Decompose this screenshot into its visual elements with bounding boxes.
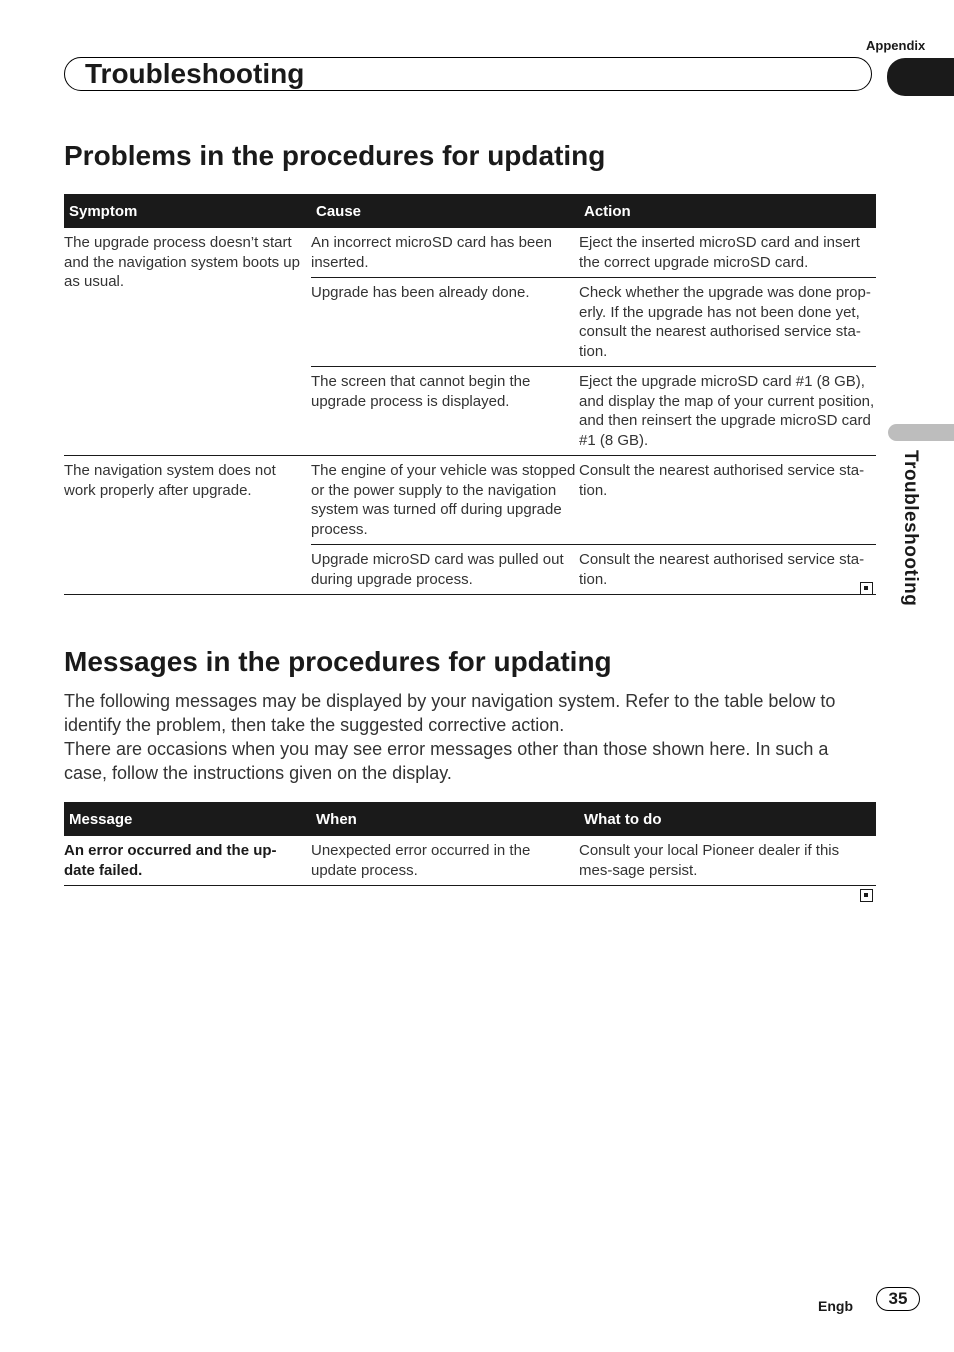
page-number: 35 [876,1287,920,1311]
column-header-message: Message [64,802,311,836]
messages-intro [64,689,864,785]
column-header-when: When [311,802,579,836]
action-cell: Consult the nearest authorised service sta-tion. [579,545,876,595]
action-cell: Eject the inserted microSD card and insert the correct upgrade microSD card. [579,228,876,278]
column-header-cause: Cause [311,194,579,228]
symptom-cell: The navigation system does not work properly after upgrade. [64,456,311,595]
table-row [64,228,876,278]
table-header-row [64,802,876,836]
section-title: Troubleshooting [85,58,305,89]
table-row [64,456,876,545]
side-section-label: Troubleshooting [900,450,921,607]
table-header-row [64,194,876,228]
intro-paragraph: There are occasions when you may see error messages other than those shown here. In such a case, follow the instructions given on the display. [64,739,829,783]
cause-cell: Upgrade microSD card was pulled out during upgrade process. [311,545,579,595]
side-tab-marker [888,424,954,441]
cause-cell: The screen that cannot begin the upgrade process is displayed. [311,367,579,456]
section-end-mark [860,889,873,902]
problems-table [64,194,876,595]
action-cell: Check whether the upgrade was done prop-erly. If the upgrade has not been done yet, consult the nearest authorised service sta-tion. [579,278,876,367]
problems-heading: Problems in the procedures for updating [64,140,606,171]
messages-table [64,802,876,886]
cause-cell: The engine of your vehicle was stopped or the power supply to the navigation system was turned off during upgrade process. [311,456,579,545]
action-cell: Eject the upgrade microSD card #1 (8 GB), and display the map of your current position, and then reinsert the upgrade microSD card #1 (8 GB). [579,367,876,456]
message-cell: An error occurred and the up-date failed. [64,836,311,886]
column-header-action: Action [579,194,876,228]
chapter-tab [887,58,954,96]
column-header-symptom: Symptom [64,194,311,228]
column-header-what-to-do: What to do [579,802,876,836]
what-cell: Consult your local Pioneer dealer if this mes-sage persist. [579,836,876,886]
cause-cell: An incorrect microSD card has been inserted. [311,228,579,278]
symptom-cell: The upgrade process doesn’t start and the navigation system boots up as usual. [64,228,311,456]
section-header [64,57,872,91]
action-cell: Consult the nearest authorised service sta-tion. [579,456,876,545]
table-row [64,836,876,886]
messages-heading: Messages in the procedures for updating [64,646,612,677]
when-cell: Unexpected error occurred in the update process. [311,836,579,886]
section-end-mark [860,582,873,595]
appendix-label: Appendix [866,38,926,53]
cause-cell: Upgrade has been already done. [311,278,579,367]
intro-paragraph: The following messages may be displayed by your navigation system. Refer to the table below to identify the problem, then take the suggested corrective action. [64,691,836,735]
language-code: Engb [818,1298,853,1314]
